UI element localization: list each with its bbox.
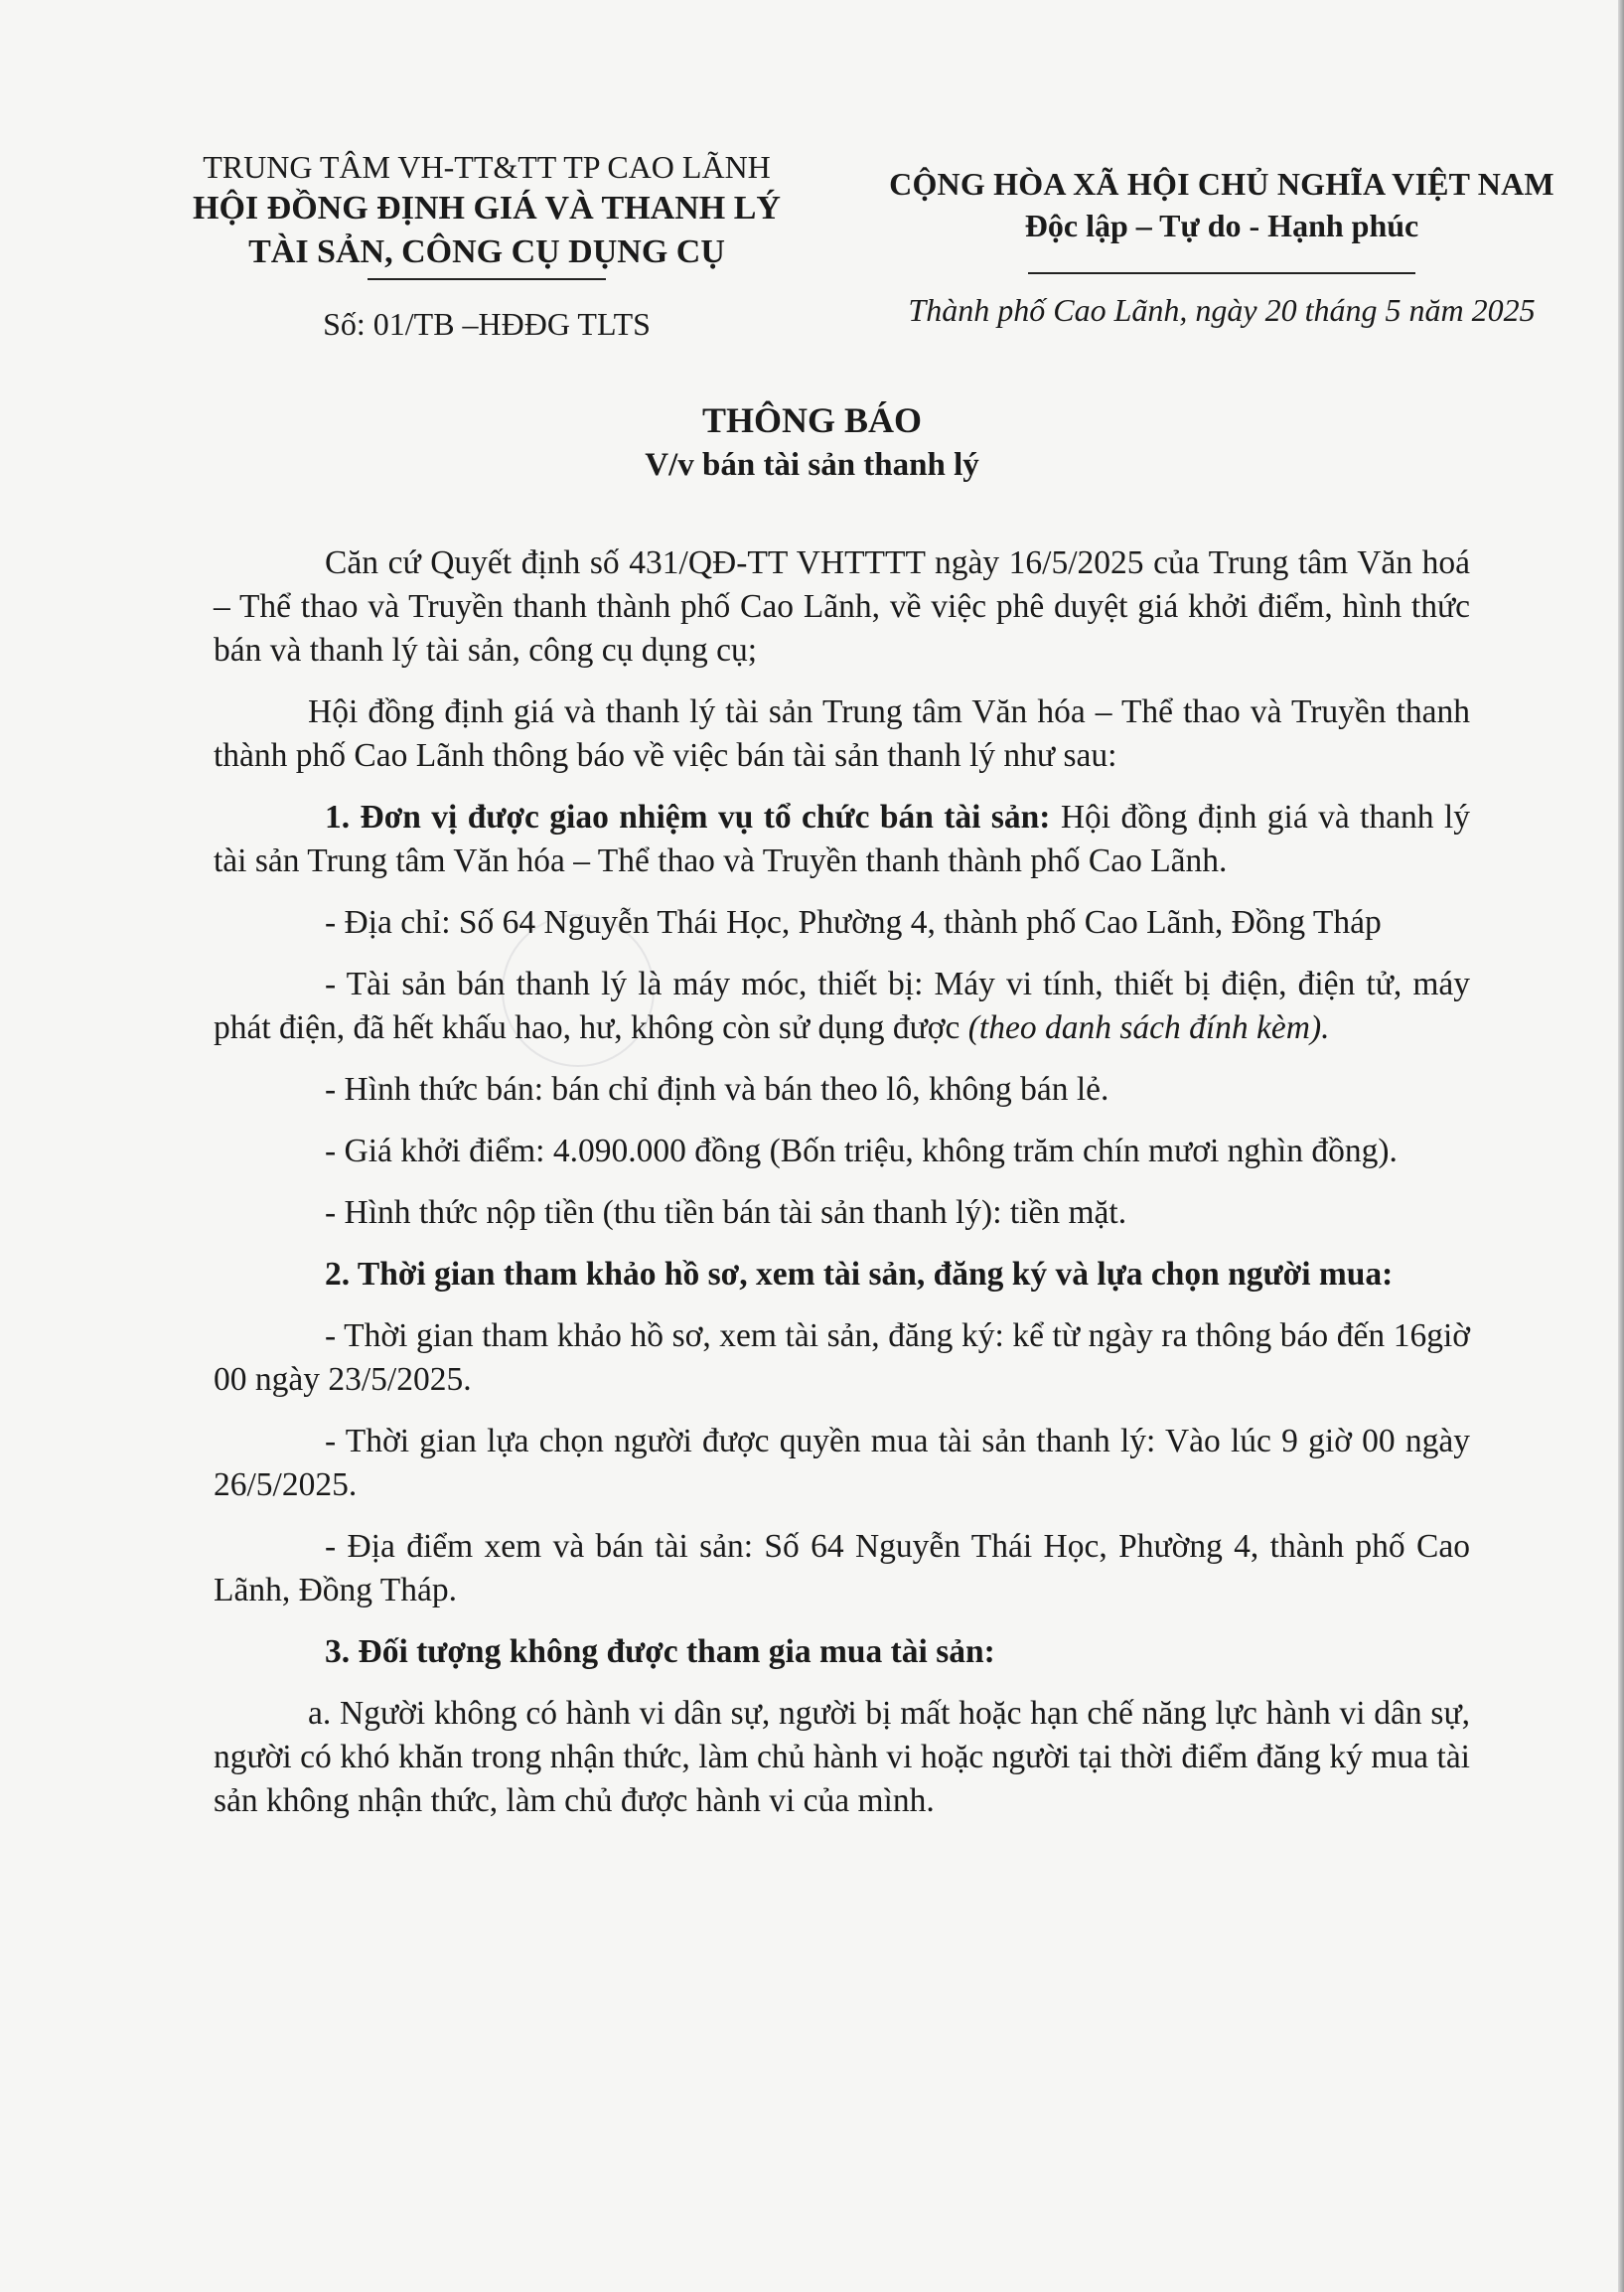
section-1-heading: 1. Đơn vị được giao nhiệm vụ tổ chức bán tài sản: xyxy=(325,799,1051,836)
section-3-item-a: a. Người không có hành vi dân sự, người bị mất hoặc hạn chế năng lực hành vi dân sự, người có khó khăn trong nhận thức, làm chủ hành vi hoặc người tại thời điểm đăng ký mua tài sản không nhận thức, làm chủ được hành vi của mình. xyxy=(214,1695,1470,1819)
document-number: Số: 01/TB –HĐĐG TLTS xyxy=(323,306,651,342)
header-left-underline xyxy=(368,278,606,280)
document-title-block xyxy=(0,397,1624,487)
document-body xyxy=(214,541,1470,1841)
section-1-assets xyxy=(214,963,1470,1050)
section-1 xyxy=(214,796,1470,883)
section-1-address: - Địa chỉ: Số 64 Nguyễn Thái Học, Phường 4, thành phố Cao Lãnh, Đồng Tháp xyxy=(325,904,1382,941)
section-1-payment-method: - Hình thức nộp tiền (thu tiền bán tài sản thanh lý): tiền mặt. xyxy=(325,1194,1127,1231)
council-name-line1: HỘI ĐỒNG ĐỊNH GIÁ VÀ THANH LÝ xyxy=(193,190,781,227)
nation-name: CỘNG HÒA XÃ HỘI CHỦ NGHĨA VIỆT NAM xyxy=(889,166,1554,202)
national-motto: Độc lập – Tự do - Hạnh phúc xyxy=(1024,208,1419,243)
organization-name: TRUNG TÂM VH-TT&TT TP CAO LÃNH xyxy=(203,149,771,185)
paragraph-announcement: Hội đồng định giá và thanh lý tài sản Trung tâm Văn hóa – Thể thao và Truyền thanh thành phố Cao Lãnh thông báo về việc bán tài sản thanh lý như sau: xyxy=(214,693,1470,774)
header-right-underline xyxy=(1028,272,1415,274)
document-subtitle: V/v bán tài sản thanh lý xyxy=(645,447,979,483)
section-2-location: - Địa điểm xem và bán tài sản: Số 64 Nguyễn Thái Học, Phường 4, thành phố Cao Lãnh, Đồng Tháp. xyxy=(214,1528,1470,1608)
document-title: THÔNG BÁO xyxy=(701,400,923,440)
section-2-selection-time: - Thời gian lựa chọn người được quyền mua tài sản thanh lý: Vào lúc 9 giờ 00 ngày 26/5/2025. xyxy=(214,1423,1470,1503)
section-2-review-time: - Thời gian tham khảo hồ sơ, xem tài sản, đăng ký: kể từ ngày ra thông báo đến 16giờ 00 ngày 23/5/2025. xyxy=(214,1317,1470,1398)
national-header xyxy=(864,163,1579,329)
section-1-text: Hội đồng định giá và thanh lý tài sản Trung tâm Văn hóa – Thể thao và Truyền thanh thành phố Cao Lãnh. xyxy=(214,799,1470,879)
issuing-body-header xyxy=(169,147,805,343)
section-1-starting-price: - Giá khởi điểm: 4.090.000 đồng (Bốn triệu, không trăm chín mươi nghìn đồng). xyxy=(325,1133,1398,1169)
section-1-assets-note: (theo danh sách đính kèm). xyxy=(967,1009,1330,1046)
section-1-assets-text: - Tài sản bán thanh lý là máy móc, thiết bị: Máy vi tính, thiết bị điện, điện tử, máy phát điện, đã hết khấu hao, hư, không còn sử dụng được xyxy=(214,966,1470,1046)
scan-edge xyxy=(1618,0,1624,2292)
paragraph-legal-basis: Căn cứ Quyết định số 431/QĐ-TT VHTTTT ngày 16/5/2025 của Trung tâm Văn hoá – Thể thao và Truyền thanh thành phố Cao Lãnh, về việc phê duyệt giá khởi điểm, hình thức bán và thanh lý tài sản, công cụ dụng cụ; xyxy=(214,544,1470,669)
place-date: Thành phố Cao Lãnh, ngày 20 tháng 5 năm 2025 xyxy=(908,292,1536,328)
section-1-sale-form: - Hình thức bán: bán chỉ định và bán theo lô, không bán lẻ. xyxy=(325,1071,1109,1108)
council-name-line2: TÀI SẢN, CÔNG CỤ DỤNG CỤ xyxy=(248,233,725,270)
section-3-heading: 3. Đối tượng không được tham gia mua tài sản: xyxy=(325,1633,995,1670)
section-2-heading: 2. Thời gian tham khảo hồ sơ, xem tài sản, đăng ký và lựa chọn người mua: xyxy=(325,1256,1394,1293)
